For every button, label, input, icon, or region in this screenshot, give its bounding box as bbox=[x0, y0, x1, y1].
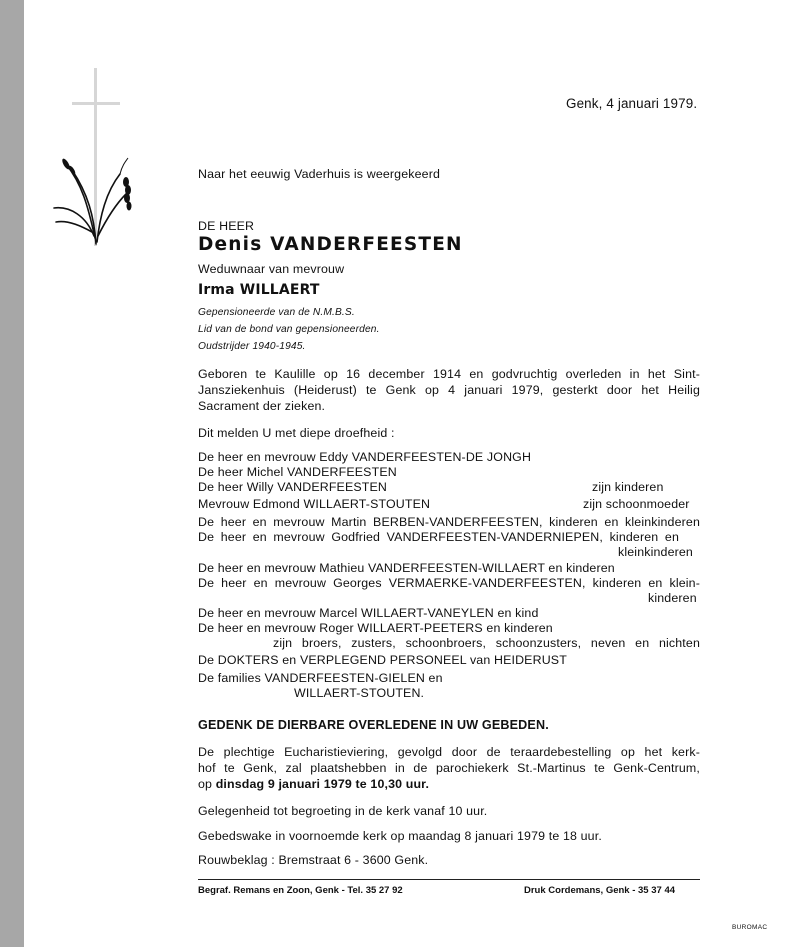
gray-margin-strip bbox=[0, 0, 24, 947]
footer-undertaker: Begraf. Remans en Zoon, Genk - Tel. 35 27 92 bbox=[198, 885, 403, 896]
family-member: De heer en mevrouw Godfried VANDERFEESTEN-VANDERNIEPEN, kinderen en bbox=[198, 530, 679, 544]
service-line: De plechtige Eucharistieviering, gevolgd door de teraardebestelling op het kerk- bbox=[198, 745, 700, 759]
family-member: Mevrouw Edmond WILLAERT-STOUTEN bbox=[198, 497, 431, 511]
scan-stamp: BUROMAC bbox=[732, 924, 768, 931]
family-continuation: kleinkinderen bbox=[618, 545, 693, 559]
family-continuation: WILLAERT-STOUTEN. bbox=[294, 686, 425, 700]
service-when bbox=[198, 777, 429, 792]
footer-printer: Druk Cordemans, Genk - 35 37 44 bbox=[524, 885, 676, 896]
widower-line: Weduwnaar van mevrouw bbox=[198, 262, 345, 276]
deceased-name: Denis VANDERFEESTEN bbox=[198, 234, 463, 255]
family-member: De heer en mevrouw Marcel WILLAERT-VANEYLEN en kind bbox=[198, 606, 539, 620]
family-continuation: zijn broers, zusters, schoonbroers, schoonzusters, neven en nichten bbox=[273, 636, 700, 650]
bio-line: Geboren te Kaulille op 16 december 1914 en godvruchtig overleden in het Sint- bbox=[198, 367, 700, 381]
family-member: De heer Willy VANDERFEESTEN bbox=[198, 480, 388, 494]
intro-line: Naar het eeuwig Vaderhuis is weergekeerd bbox=[198, 167, 441, 181]
title-line: Oudstrijder 1940-1945. bbox=[198, 341, 306, 352]
cross-with-wheat-icon bbox=[48, 66, 143, 256]
vigil-line: Gebedswake in voornoemde kerk op maandag 8 januari 1979 te 18 uur. bbox=[198, 829, 602, 843]
document-date: Genk, 4 januari 1979. bbox=[566, 96, 698, 111]
bio-line: Jansziekenhuis (Heiderust) te Genk op 4 januari 1979, gesterkt door het Heilig bbox=[198, 383, 700, 397]
family-member: De heer en mevrouw Mathieu VANDERFEESTEN-WILLAERT en kinderen bbox=[198, 561, 615, 575]
memorial-heading: GEDENK DE DIERBARE OVERLEDENE IN UW GEBEDEN. bbox=[198, 718, 549, 732]
deceased-prefix: DE HEER bbox=[198, 219, 255, 233]
family-member: De DOKTERS en VERPLEGEND PERSONEEL van HEIDERUST bbox=[198, 653, 567, 667]
service-date-time: dinsdag 9 januari 1979 te 10,30 uur. bbox=[215, 777, 430, 791]
family-member: De families VANDERFEESTEN-GIELEN en bbox=[198, 671, 443, 685]
family-member: De heer en mevrouw Roger WILLAERT-PEETERS en kinderen bbox=[198, 621, 553, 635]
announce-line: Dit melden U met diepe droefheid : bbox=[198, 426, 395, 440]
footer-divider bbox=[198, 879, 700, 880]
service-when-prefix: op bbox=[198, 777, 213, 791]
family-member: De heer en mevrouw Georges VERMAERKE-VANDERFEESTEN, kinderen en klein- bbox=[198, 576, 700, 590]
address-line: Rouwbeklag : Bremstraat 6 - 3600 Genk. bbox=[198, 853, 429, 867]
title-line: Lid van de bond van gepensioneerden. bbox=[198, 324, 380, 335]
greeting-line: Gelegenheid tot begroeting in de kerk vanaf 10 uur. bbox=[198, 804, 488, 818]
family-member: De heer en mevrouw Eddy VANDERFEESTEN-DE JONGH bbox=[198, 450, 532, 464]
family-relation: zijn kinderen bbox=[592, 480, 664, 494]
family-member: De heer en mevrouw Martin BERBEN-VANDERFEESTEN, kinderen en kleinkinderen bbox=[198, 515, 700, 529]
family-continuation: kinderen bbox=[648, 591, 697, 605]
service-line: hof te Genk, zal plaatshebben in de parochiekerk St.-Martinus te Genk-Centrum, bbox=[198, 761, 700, 775]
family-member: De heer Michel VANDERFEESTEN bbox=[198, 465, 397, 479]
bio-line: Sacrament der zieken. bbox=[198, 399, 326, 413]
family-relation: zijn schoonmoeder bbox=[583, 497, 690, 511]
title-line: Gepensioneerde van de N.M.B.S. bbox=[198, 307, 355, 318]
spouse-name: Irma WILLAERT bbox=[198, 282, 320, 298]
